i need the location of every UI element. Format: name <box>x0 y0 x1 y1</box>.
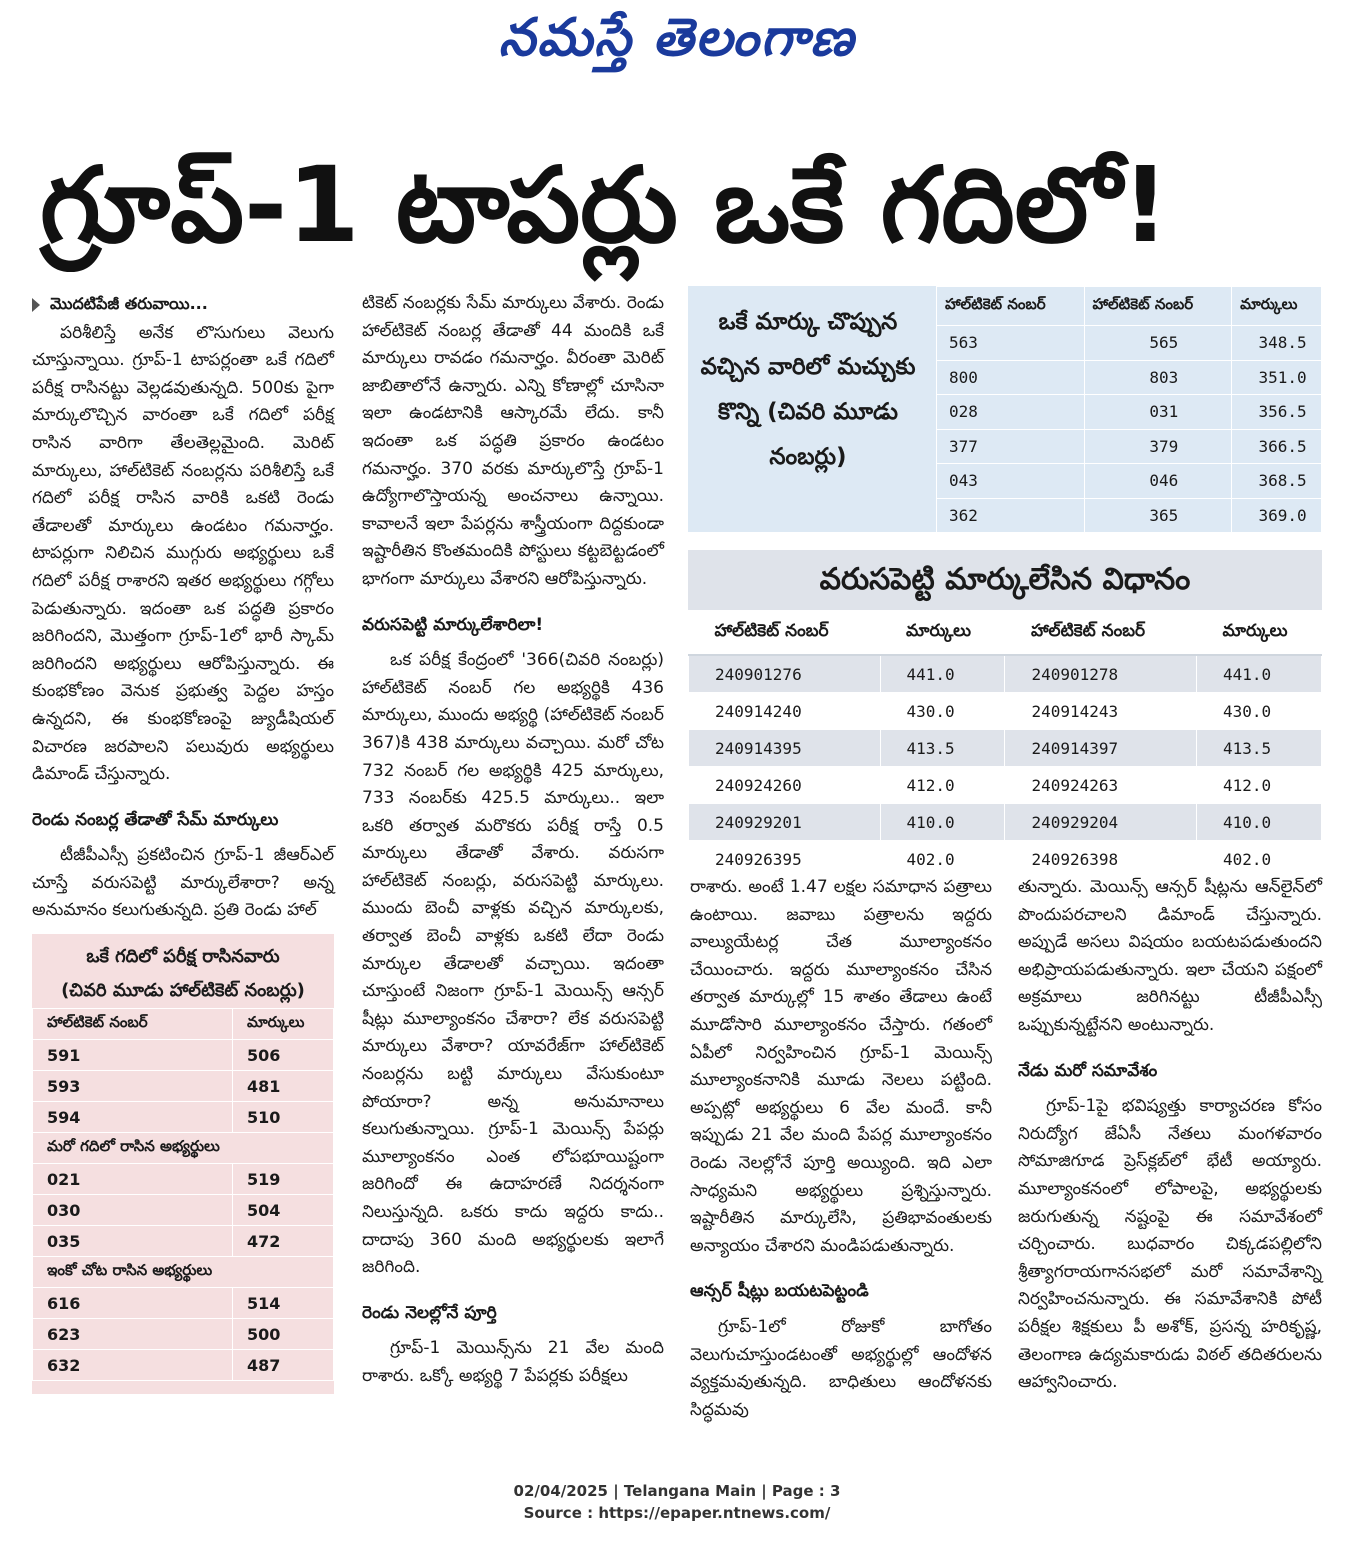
footer-date-line: 02/04/2025 | Telangana Main | Page : 3 <box>513 1482 841 1500</box>
table-header: మార్కులు <box>233 1009 334 1040</box>
table-row: 623 500 <box>33 1319 334 1350</box>
continuation-kicker: మొదటిపేజీ తరువాయి... <box>32 290 334 318</box>
subheading: నేడు మరో సమావేశం <box>1018 1060 1158 1081</box>
same-marks-table <box>936 286 1322 533</box>
paragraph: గ్రూప్-1లో రోజుకో బాగోతం వెలుగుచూస్తుండటంతో అభ్యర్థుల్లో ఆందోళన వ్యక్తమవుతున్నది. బాధితులు ఆందోళనకు సిద్ధమవు <box>690 1316 992 1420</box>
table-row: 591 506 <box>33 1040 334 1071</box>
table-header: మార్కులు <box>1232 287 1322 326</box>
sequential-marks-title: వరుసపెట్టి మార్కులేసిన విధానం <box>688 550 1322 610</box>
paragraph: గ్రూప్-1పై భవిష్యత్తు కార్యాచరణ కోసం నిరుద్యోగ జేఏసీ నేతలు మంగళవారం సోమాజిగూడ ప్రెస్‌క్లబ్‌లో భేటీ అయ్యారు. మూల్యాంకనంలో లోపాలపై, అభ్యర్థులకు జరుగుతున్న నష్టంపై ఈ సమావేశంలో చర్చించారు. బుధవారం చిక్కడపల్లిలోని శ్రీత్యాగరాయగానసభలో మరో సమావేశాన్ని నిర్వహించనున్నారు. ఈ సమావేశానికి పోటీ పరీక్షల శిక్షకులు పీ అశోక్, ప్రసన్న హరికృష్ణ, తెలంగాణ ఉద్యమకారుడు విఠల్ తదితరులను ఆహ్వానించారు. <box>1018 1096 1322 1393</box>
table-row: 240929201 410.0 240929204 410.0 <box>689 804 1322 841</box>
room-table-box <box>32 934 334 1394</box>
paragraph: తున్నారు. మెయిన్స్ ఆన్సర్ షీట్లను ఆన్‌లైన్‌లో పొందుపరచాలని డిమాండ్ చేస్తున్నారు. అప్పుడే అసలు విషయం బయటపడుతుందని అభిప్రాయపడుతున్నారు. ఇలా చేయని పక్షంలో అక్రమాలు జరిగినట్టు టీజీపీఎస్సీ ఒప్పుకున్నట్టేనని అంటున్నారు. <box>1018 877 1322 1035</box>
table-header: హాల్‌టికెట్ నంబర్ <box>1084 287 1232 326</box>
subheading: వరుసపెట్టి మార్కులేశారిలా! <box>362 614 544 635</box>
table-row: 800 803 351.0 <box>937 360 1322 395</box>
subheading: ఆన్సర్ షీట్లు బయటపెట్టండి <box>690 1281 869 1302</box>
subheading: రెండు నంబర్ల తేడాతో సేమ్ మార్కులు <box>32 809 279 830</box>
article-column-4 <box>1018 874 1322 1397</box>
table-header: హాల్‌టికెట్ నంబర్ <box>689 612 881 655</box>
table-section-label: ఇంకో చోట రాసిన అభ్యర్థులు <box>33 1257 334 1288</box>
table-row: 362 365 369.0 <box>937 498 1322 533</box>
article-column-2 <box>362 290 664 1391</box>
paragraph: టీజీపీఎస్సీ ప్రకటించిన గ్రూప్-1 జీఆర్‌ఎల్ చూస్తే వరుసపెట్టి మార్కులేశారా? అన్న అనుమానం కలుగుతున్నది. ప్రతి రెండు హాల్ <box>32 845 334 921</box>
arrow-icon <box>32 298 40 312</box>
table-row: 043 046 368.5 <box>937 464 1322 499</box>
page-headline: గ్రూప్-1 టాపర్లు ఒకే గదిలో! <box>40 144 1170 266</box>
paragraph: ఒక పరీక్ష కేంద్రంలో '366(చివరి నంబర్లు) హాల్‌టికెట్ నంబర్ గల అభ్యర్థికి 436 మార్కులు, ముందు అభ్యర్థి (హాల్‌టికెట్ నంబర్ 367)కి 438 మార్కులు వచ్చాయి. మరో చోట 732 నంబర్ గల అభ్యర్థికి 425 మార్కులు, 733 నంబర్‌కు 425.5 మార్కులు.. ఇలా ఒకరి తర్వాత మరొకరు పరీక్ష రాస్తే 0.5 మార్కులు తేడాతో వేశారు. వరుసగా హాల్‌టికెట్ నంబర్లు, వరుసపెట్టి మార్కులు. ముందు బెంచీ వాళ్లకు వచ్చిన మార్కులకు, తర్వాత బెంచీ వాళ్లకు ఒకటి లేదా రెండు మార్కుల తేడాలతో వచ్చాయి. ఇదంతా చూస్తుంటే నిజంగా గ్రూప్-1 మెయిన్స్ ఆన్సర్ షీట్లు మూల్యాంకనం చేశారా? లేక వరుసపెట్టి మార్కులు వేశారా? యావరేజ్‌గా హాల్‌టికెట్ నంబర్లను బట్టి మార్కులు వేసుకుంటూ పోయారా? అన్న అనుమానాలు కలుగుతున్నాయి. గ్రూప్-1 మెయిన్స్ పేపర్లు మూల్యాంకనం ఎంత లోపభూయిష్టంగా జరిగిందో ఈ ఉదాహరణే నిదర్శనంగా నిలుస్తున్నది. ఒకరు కాదు ఇద్దరు కాదు.. దాదాపు 360 మంది అభ్యర్థులకు ఇలాగే జరిగింది. <box>362 650 664 1278</box>
room-table-title: ఒకే గదిలో పరీక్ష రాసినవారు <box>86 946 280 967</box>
same-marks-label: ఒకే మార్కు చొప్పున వచ్చిన వారిలో మచ్చుకు కొన్ని (చివరి మూడు నంబర్లు) <box>700 309 916 470</box>
table-row: 593 481 <box>33 1071 334 1102</box>
table-header: హాల్‌టికెట్ నంబర్ <box>1005 612 1197 655</box>
paragraph: టికెట్ నంబర్లకు సేమ్ మార్కులు వేశారు. రెండు హాల్‌టికెట్ నంబర్ల తేడాతో 44 మందికి ఒకే మార్కులు రావడం గమనార్హం. వీరంతా మెరిట్ జాబితాలోనే ఉన్నారు. ఎన్ని కోణాల్లో చూసినా ఇలా ఉండటానికి ఆస్కారమే లేదు. కానీ ఇదంతా ఒక పద్ధతి ప్రకారం ఉండటం గమనార్హం. 370 వరకు మార్కులొస్తే గ్రూప్-1 ఉద్యోగాలొస్తాయన్న అంచనాలు ఉన్నాయి. కావాలనే ఇలా పేపర్లను శాస్త్రీయంగా దిద్దకుండా ఇష్టారీతిన కొంతమందికి పోస్టులు కట్టబెట్టడంలో భాగంగా మార్కులు వేశారని ఆరోపిస్తున్నారు. <box>362 293 664 589</box>
paragraph: పరిశీలిస్తే అనేక లొసుగులు వెలుగు చూస్తున్నాయి. గ్రూప్-1 టాపర్లంతా ఒకే గదిలో పరీక్ష రాసినట్టు వెల్లడవుతున్నది. 500కు పైగా మార్కులొచ్చిన వారంతా ఒకే గదిలో పరీక్ష రాసిన వారిగా తేలతెల్లమైంది. మెరిట్ మార్కులు, హాల్‌టికెట్ నంబర్లను పరిశీలిస్తే ఒకే గదిలో పరీక్ష రాసిన వారికి ఒకటి రెండు తేడాలతో మార్కులు ఉండటం గమనార్హం. టాపర్లుగా నిలిచిన ముగ్గురు అభ్యర్థులు ఒకే గదిలో పరీక్ష రాశారని ఇతర అభ్యర్థులు గగ్గోలు పెడుతున్నారు. ఇదంతా ఒక పద్ధతి ప్రకారం జరిగిందని, మొత్తంగా గ్రూప్-1లో భారీ స్కామ్ జరిగిందని అభ్యర్థులు ఆరోపిస్తున్నారు. ఈ కుంభకోణం వెనుక ప్రభుత్వ పెద్దల హస్తం ఉన్నదని, ఈ కుంభకోణంపై జ్యుడీషియల్ విచారణ జరపాలని పలువురు అభ్యర్థులు డిమాండ్ చేస్తున్నారు. <box>32 322 334 785</box>
article-column-1 <box>32 290 334 925</box>
table-header: హాల్‌టికెట్ నంబర్ <box>33 1009 233 1040</box>
room-table <box>32 1008 334 1381</box>
subheading: రెండు నెలల్లోనే పూర్తి <box>362 1302 497 1323</box>
table-row: 035 472 <box>33 1226 334 1257</box>
table-row: 021 519 <box>33 1164 334 1195</box>
table-row: 240914395 413.5 240914397 413.5 <box>689 730 1322 767</box>
table-row: 240914240 430.0 240914243 430.0 <box>689 693 1322 730</box>
table-row: 377 379 366.5 <box>937 429 1322 464</box>
table-row: 563 565 348.5 <box>937 326 1322 361</box>
table-row: 030 504 <box>33 1195 334 1226</box>
table-header: మార్కులు <box>880 612 1005 655</box>
page-footer <box>0 1480 1354 1524</box>
table-header: హాల్‌టికెట్ నంబర్ <box>937 287 1085 326</box>
masthead-logo: నమస్తే తెలంగాణ <box>498 8 856 68</box>
table-row: 240901276 441.0 240901278 441.0 <box>689 655 1322 693</box>
footer-source-link[interactable]: Source : https://epaper.ntnews.com/ <box>523 1504 831 1522</box>
table-row: 240926395 402.0 240926398 402.0 <box>689 841 1322 878</box>
article-column-3 <box>690 874 992 1424</box>
room-table-subtitle: (చివరి మూడు హాల్‌టికెట్ నంబర్లు) <box>61 980 305 1001</box>
paragraph: రాశారు. అంటే 1.47 లక్షల సమాధాన పత్రాలు ఉంటాయి. జవాబు పత్రాలను ఇద్దరు వాల్యుయేటర్ల చేత మూల్యాంకనం చేయించారు. ఇద్దరు మూల్యాంకనం చేసిన తర్వాత మార్కుల్లో 15 శాతం తేడాలు ఉంటే మూడోసారి మూల్యాంకనం చేస్తారు. గతంలో ఏపీలో నిర్వహించిన గ్రూప్-1 మెయిన్స్ మూల్యాంకనానికి మూడు నెలలు పట్టింది. అప్పట్లో అభ్యర్థులు 6 వేల మందే. కానీ ఇప్పుడు 21 వేల మంది పేపర్ల మూల్యాంకనం రెండు నెలల్లోనే పూర్తి అయ్యింది. ఇది ఎలా సాధ్యమని అభ్యర్థులు ప్రశ్నిస్తున్నారు. ఇష్టారీతిన మార్కులేసి, ప్రతిభావంతులకు అన్యాయం చేశారని మండిపడుతున్నారు. <box>690 877 992 1256</box>
sequential-marks-table <box>688 612 1322 878</box>
table-row: 616 514 <box>33 1288 334 1319</box>
table-row: 594 510 <box>33 1102 334 1133</box>
table-header: మార్కులు <box>1197 612 1322 655</box>
table-row: 240924260 412.0 240924263 412.0 <box>689 767 1322 804</box>
table-section-label: మరో గదిలో రాసిన అభ్యర్థులు <box>33 1133 334 1164</box>
table-row: 632 487 <box>33 1350 334 1381</box>
table-row: 028 031 356.5 <box>937 395 1322 430</box>
paragraph: గ్రూప్-1 మెయిన్స్‌ను 21 వేల మంది రాశారు. ఒక్కో అభ్యర్థి 7 పేపర్లకు పరీక్షలు <box>362 1338 664 1386</box>
